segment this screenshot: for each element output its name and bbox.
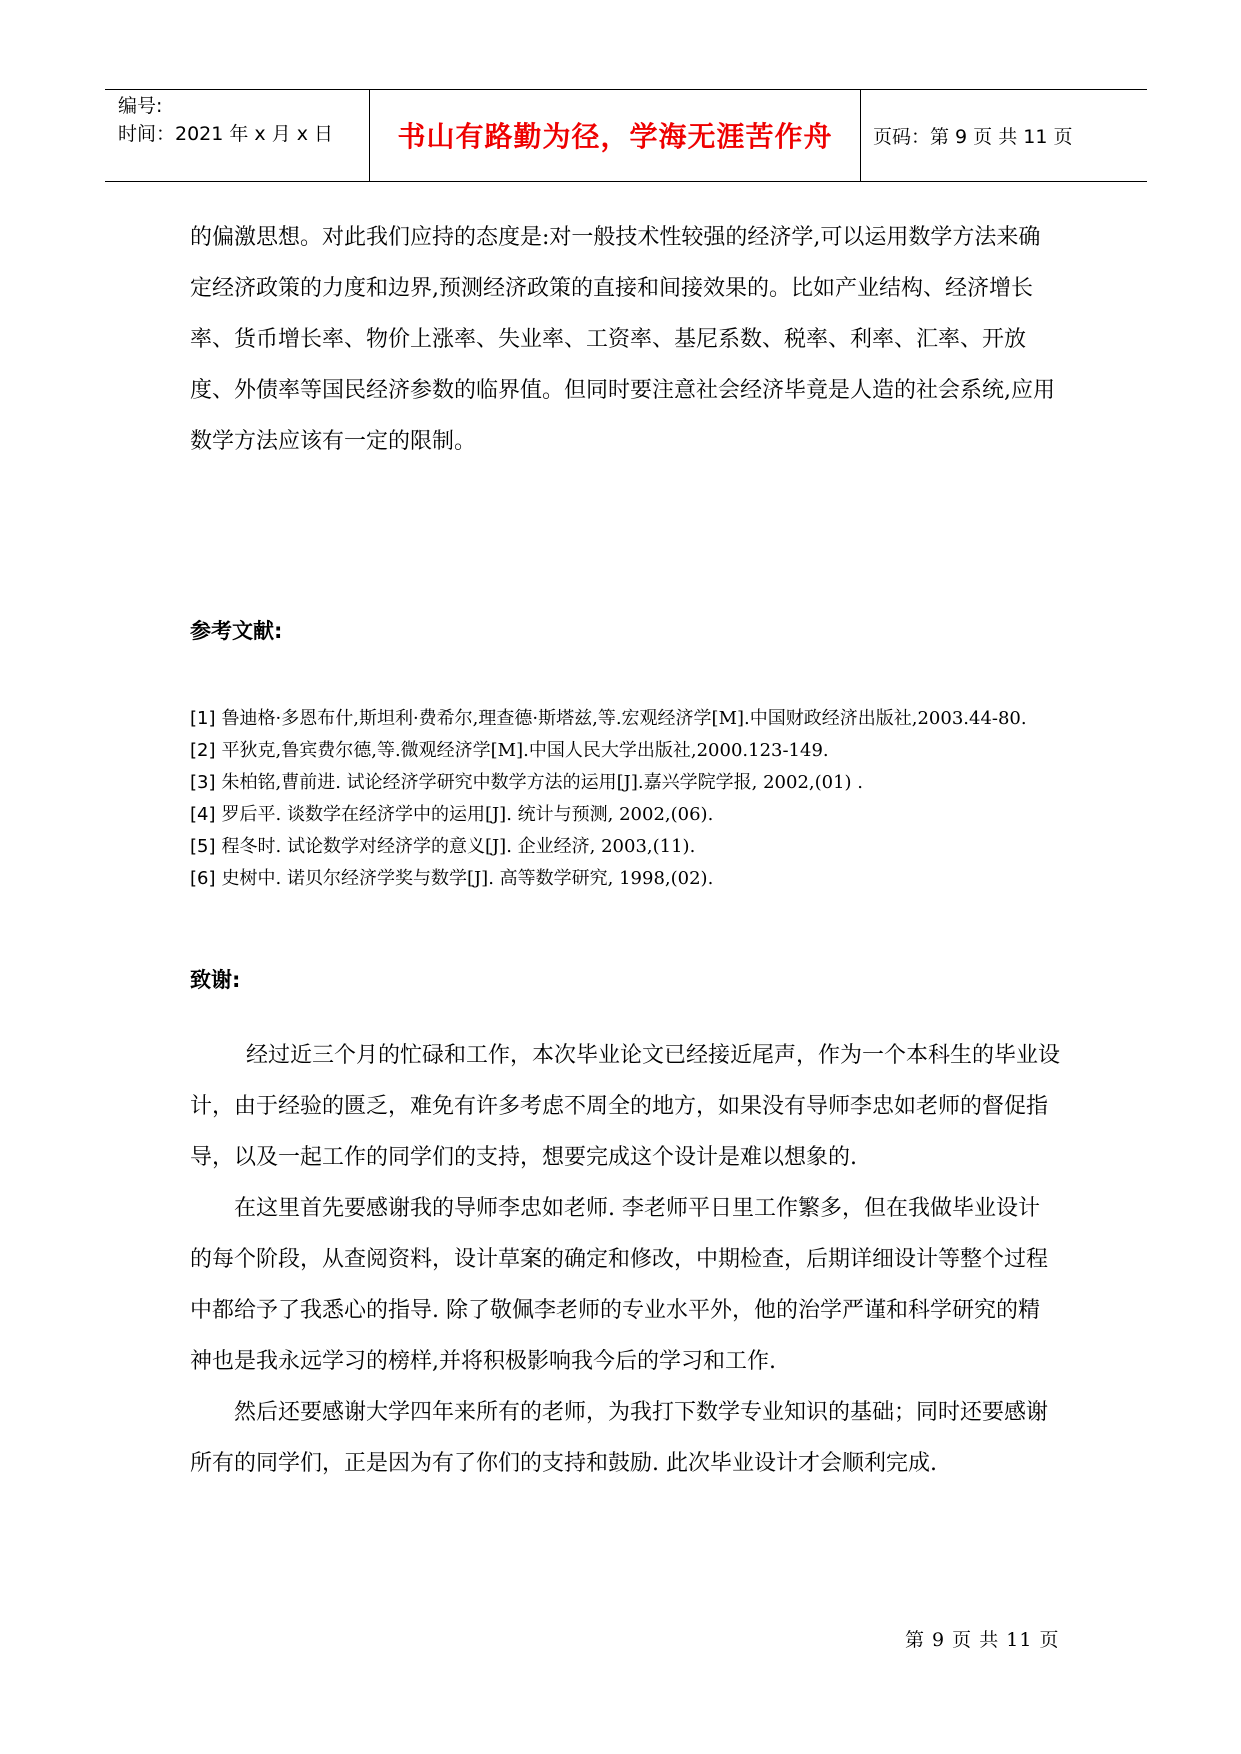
reference-text: 史树中. 诺贝尔经济学奖与数学[J]. 高等数学研究, 1998,(02). [221, 868, 714, 889]
page-header [105, 89, 1147, 183]
acknowledgement-paragraph: 在这里首先要感谢我的导师李忠如老师. 李老师平日里工作繁多，但在我做毕业设计的每个阶段，从查阅资料，设计草案的确定和修改，中期检查，后期详细设计等整个过程中都给予了我悉心的指导. 除了敬佩李老师的专业水平外，他的治学严谨和科学研究的精神也是我永远学习的榜样,并将积极影响我今后的学习和工作. [190, 1196, 1049, 1374]
header-bottom-rule [105, 181, 1147, 182]
header-divider-right [860, 89, 861, 182]
reference-item [190, 831, 1070, 863]
references-title: 参考文献: [190, 619, 283, 643]
serial-number-label: 编号: [118, 95, 163, 117]
header-page-info: 页码：第 9 页 共 11 页 [873, 126, 1073, 148]
reference-item [190, 863, 1070, 895]
acknowledgements-title: 致谢: [190, 968, 241, 992]
reference-item [190, 703, 1070, 735]
date-line: 时间：2021 年 x 月 x 日 [118, 123, 334, 145]
reference-number: [4] [190, 804, 216, 825]
header-motto: 书山有路勤为径，学海无涯苦作舟 [397, 120, 833, 153]
reference-number: [3] [190, 772, 216, 793]
reference-text: 程冬时. 试论数学对经济学的意义[J]. 企业经济, 2003,(11). [221, 836, 696, 857]
reference-text: 鲁迪格·多恩布什,斯坦利·费希尔,理查德·斯塔兹,等.宏观经济学[M].中国财政经济出版社,2003.44-80. [221, 708, 1027, 729]
reference-text: 罗后平. 谈数学在经济学中的运用[J]. 统计与预测, 2002,(06). [221, 804, 714, 825]
page-footer: 第 9 页 共 11 页 [905, 1629, 1060, 1651]
acknowledgement-paragraph: 然后还要感谢大学四年来所有的老师，为我打下数学专业知识的基础；同时还要感谢所有的同学们，正是因为有了你们的支持和鼓励. 此次毕业设计才会顺利完成. [190, 1400, 1049, 1476]
intro-text: 的偏激思想。对此我们应持的态度是:对一般技术性较强的经济学,可以运用数学方法来确定经济政策的力度和边界,预测经济政策的直接和间接效果的。比如产业结构、经济增长率、货币增长率、物价上涨率、失业率、工资率、基尼系数、税率、利率、汇率、开放度、外债率等国民经济参数的临界值。但同时要注意社会经济毕竟是人造的社会系统,应用数学方法应该有一定的限制。 [190, 225, 1055, 454]
reference-item [190, 799, 1070, 831]
reference-number: [5] [190, 836, 216, 857]
reference-item [190, 735, 1070, 767]
reference-number: [1] [190, 708, 216, 729]
reference-number: [6] [190, 868, 216, 889]
header-top-rule [105, 89, 1147, 90]
reference-item [190, 767, 1070, 799]
reference-text: 朱柏铭,曹前进. 试论经济学研究中数学方法的运用[J].嘉兴学院学报, 2002,(01) . [221, 772, 864, 793]
acknowledgement-paragraph: 经过近三个月的忙碌和工作，本次毕业论文已经接近尾声，作为一个本科生的毕业设计，由于经验的匮乏，难免有许多考虑不周全的地方，如果没有导师李忠如老师的督促指导，以及一起工作的同学们的支持，想要完成这个设计是难以想象的. [190, 1043, 1061, 1170]
reference-number: [2] [190, 740, 216, 761]
reference-text: 平狄克,鲁宾费尔德,等.微观经济学[M].中国人民大学出版社,2000.123-149. [221, 740, 829, 761]
acknowledgements-body [190, 1030, 1060, 1489]
references-list [190, 703, 1070, 895]
header-left-cell [118, 92, 368, 148]
intro-paragraph [190, 212, 1060, 467]
